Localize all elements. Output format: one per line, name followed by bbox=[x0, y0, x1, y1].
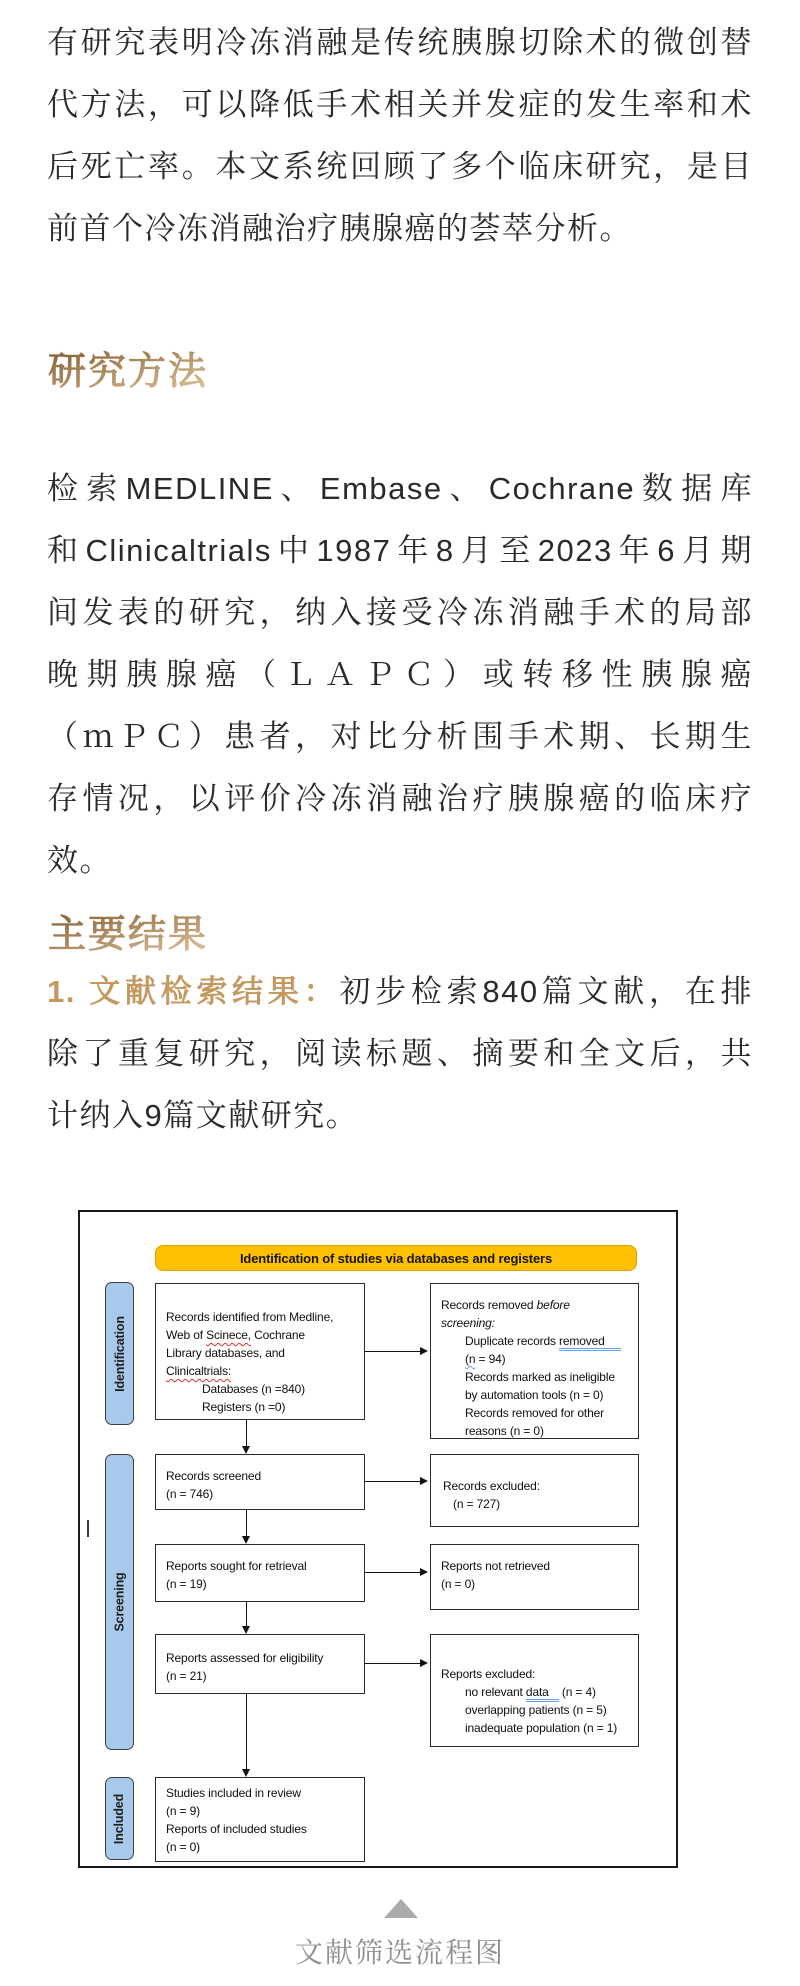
text-line: 存情况，以评价冷冻消融治疗胰腺癌的临床疗 bbox=[47, 781, 753, 816]
text-line: 代方法，可以降低手术相关并发症的发生率和术 bbox=[47, 87, 753, 122]
text-line: no relevant data (n = 4) bbox=[441, 1683, 636, 1701]
text-line: (n = 0) bbox=[441, 1577, 475, 1591]
flow-box-reports-excluded bbox=[430, 1634, 639, 1747]
text-line: Records removed for other bbox=[465, 1406, 604, 1420]
text-line: Records removed before bbox=[441, 1298, 570, 1312]
text-line: 前首个冷冻消融治疗胰腺癌的荟萃分析。 bbox=[47, 211, 632, 246]
text-line: 晚期胰腺癌（ＬＡＰＣ）或转移性胰腺癌 bbox=[47, 657, 753, 692]
stage-label-screening bbox=[105, 1454, 134, 1750]
text-line bbox=[166, 1362, 360, 1380]
text-line: 间发表的研究，纳入接受冷冻消融手术的局部 bbox=[47, 595, 753, 630]
text-line: (n = 727) bbox=[453, 1497, 501, 1511]
text-line: inadequate population (n = 1) bbox=[465, 1721, 618, 1735]
flow-box-reports-assessed bbox=[155, 1634, 365, 1694]
right-arrow bbox=[365, 1663, 420, 1664]
stray-cursor-mark bbox=[87, 1520, 89, 1537]
flow-box-records-removed bbox=[430, 1283, 639, 1439]
stage-label-text: Included bbox=[112, 1793, 127, 1844]
text-line: Reports assessed for eligibility bbox=[166, 1651, 324, 1665]
methods-paragraph bbox=[47, 458, 753, 892]
text-line: Studies included in review bbox=[166, 1786, 301, 1800]
text-line: Reports not retrieved bbox=[441, 1559, 550, 1573]
stage-label-identification bbox=[105, 1282, 134, 1425]
text-line: Reports of included studies bbox=[166, 1822, 307, 1836]
text-line: reasons (n = 0) bbox=[465, 1424, 544, 1438]
text-line: (n = 0) bbox=[166, 1840, 200, 1854]
text-line: Reports excluded: bbox=[441, 1667, 536, 1681]
misspelled-word: Clinicaltrials: bbox=[166, 1364, 232, 1378]
results-heading: 主要结果 bbox=[48, 903, 208, 958]
text-line: 和Clinicaltrials中1987年8月至2023年6月期 bbox=[47, 533, 753, 568]
text-line: 除了重复研究，阅读标题、摘要和全文后，共 bbox=[47, 1036, 753, 1071]
collapse-triangle-icon bbox=[384, 1899, 418, 1918]
text-line: (n = 746) bbox=[166, 1487, 214, 1501]
text-line: （ｍＰＣ）患者，对比分析围手术期、长期生 bbox=[47, 719, 753, 754]
text-line: 有研究表明冷冻消融是传统胰腺切除术的微创替 bbox=[47, 25, 753, 60]
text-line: Registers (n =0) bbox=[202, 1400, 286, 1414]
figure-caption: 文献筛选流程图 bbox=[294, 1937, 505, 1968]
flow-box-studies-included bbox=[155, 1777, 365, 1862]
text-line: (n = 9) bbox=[166, 1804, 200, 1818]
text-line: 检索MEDLINE、Embase、Cochrane数据库 bbox=[47, 471, 753, 506]
flow-header: Identification of studies via databases and registers bbox=[155, 1245, 637, 1271]
right-arrow bbox=[365, 1481, 420, 1482]
flow-box-records-screened bbox=[155, 1454, 365, 1510]
results-paragraph bbox=[47, 961, 753, 1147]
text-line: 计纳入9篇文献研究。 bbox=[47, 1098, 359, 1133]
flow-box-reports-sought bbox=[155, 1544, 365, 1602]
down-arrow bbox=[246, 1602, 247, 1626]
text-line: by automation tools (n = 0) bbox=[465, 1388, 604, 1402]
misspelled-word: Scinece, bbox=[206, 1328, 251, 1342]
stage-label-text: Screening bbox=[112, 1572, 127, 1632]
text-line: screening: bbox=[441, 1316, 495, 1330]
methods-heading: 研究方法 bbox=[48, 340, 208, 395]
flow-box-records-excluded bbox=[430, 1454, 639, 1527]
intro-paragraph bbox=[47, 12, 753, 260]
text-line: (n = 21) bbox=[166, 1669, 207, 1683]
text-line: Records screened bbox=[166, 1469, 261, 1483]
prisma-flow-diagram bbox=[78, 1210, 678, 1868]
text-line: Web of Scinece, Cochrane bbox=[166, 1328, 305, 1342]
text-line: Records marked as ineligible bbox=[465, 1370, 615, 1384]
text-line: (n = 19) bbox=[166, 1577, 207, 1591]
stage-label-included bbox=[105, 1777, 134, 1860]
down-arrow bbox=[246, 1694, 247, 1769]
right-arrow bbox=[365, 1351, 420, 1352]
text-line: (n = 94) bbox=[465, 1352, 506, 1366]
text-line: Library databases, and bbox=[166, 1346, 285, 1360]
text-line: 后死亡率。本文系统回顾了多个临床研究，是目 bbox=[47, 149, 753, 184]
result-item-number: 1. 文献检索结果： bbox=[47, 974, 340, 1009]
flow-box-reports-not-retrieved bbox=[430, 1544, 639, 1610]
text-line: overlapping patients (n = 5) bbox=[465, 1703, 607, 1717]
flow-box-records-identified bbox=[155, 1283, 365, 1420]
right-arrow bbox=[365, 1572, 420, 1573]
text-line: Databases (n =840) bbox=[202, 1382, 306, 1396]
text-line: 效。 bbox=[47, 843, 112, 878]
text-line: Records identified from Medline, bbox=[166, 1310, 334, 1324]
text-line: Records excluded: bbox=[443, 1479, 540, 1493]
down-arrow bbox=[246, 1420, 247, 1446]
stage-label-text: Identification bbox=[112, 1315, 127, 1392]
text-line: Reports sought for retrieval bbox=[166, 1559, 307, 1573]
grammar-flagged-word: removed bbox=[559, 1334, 621, 1351]
down-arrow bbox=[246, 1510, 247, 1536]
text-line bbox=[47, 961, 753, 1023]
text-run: 初步检索840篇文献，在排 bbox=[339, 974, 753, 1009]
text-line: Duplicate records removed bbox=[441, 1332, 636, 1350]
grammar-flagged-word: data bbox=[526, 1685, 559, 1702]
